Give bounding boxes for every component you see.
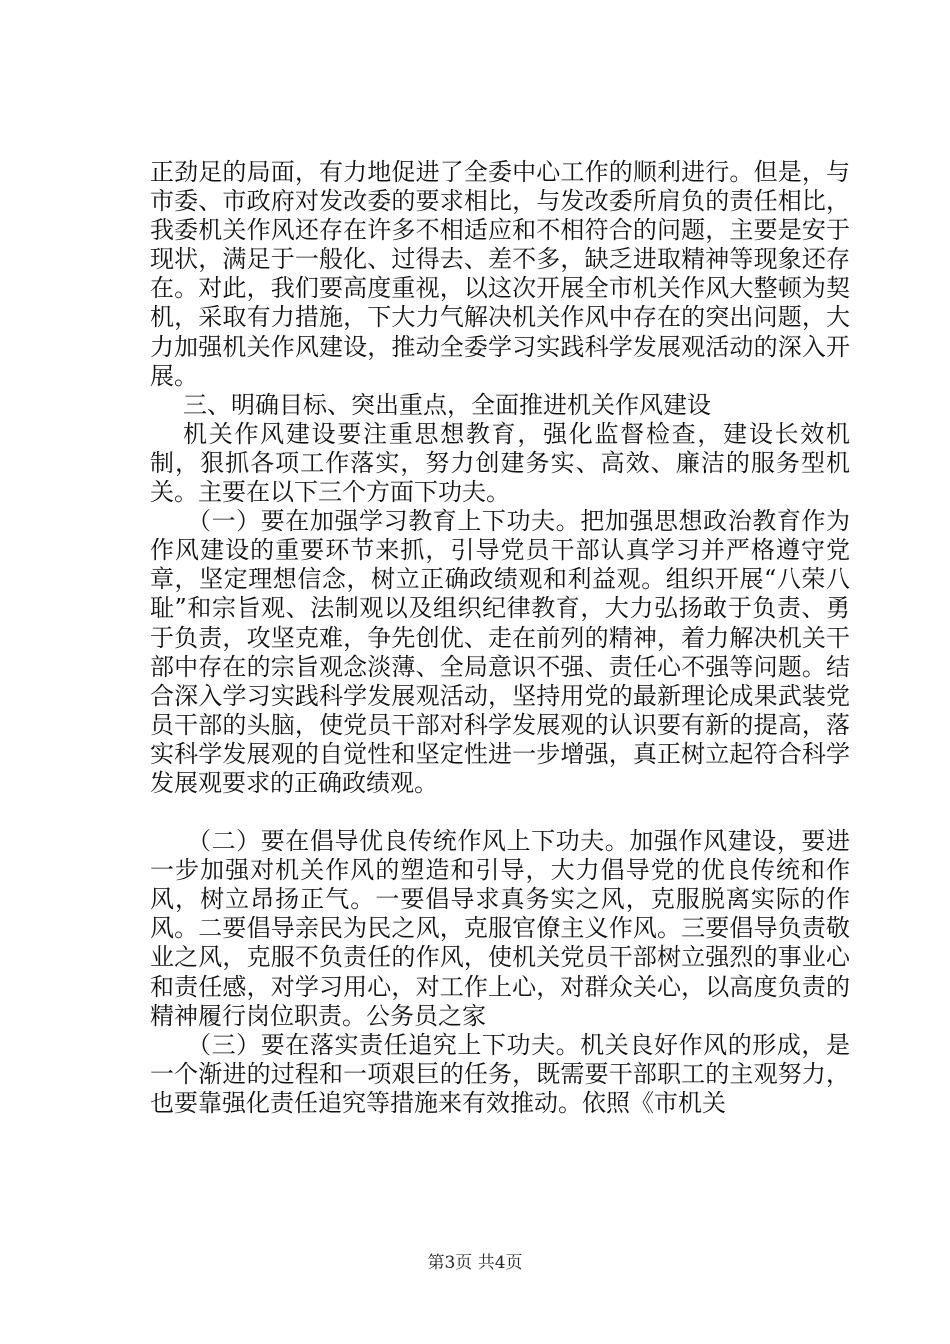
paragraph-intro: 机关作风建设要注重思想教育，强化监督检查，建设长效机制，狠抓各项工作落实，努力创建务实、高效、廉洁的服务型机关。主要在以下三个方面下功夫。 bbox=[150, 419, 850, 507]
paragraph-item-3: （三）要在落实责任追究上下功夫。机关良好作风的形成，是一个渐进的过程和一项艰巨的任务，既需要干部职工的主观努力，也要靠强化责任追究等措施来有效推动。依照《市机关 bbox=[150, 1030, 850, 1117]
page-number-footer: 第3页 共4页 bbox=[427, 1253, 523, 1273]
paragraph-item-2: （二）要在倡导优良传统作风上下功夫。加强作风建设，要进一步加强对机关作风的塑造和引导，大力倡导党的优良传统和作风，树立昂扬正气。一要倡导求真务实之风，克服脱离实际的作风。二要倡导亲民为民之风，克服官僚主义作风。三要倡导负责敬业之风，克服不负责任的作风，使机关党员干部树立强烈的事业心和责任感，对学习用心，对工作上心，对群众关心，以高度负责的精神履行岗位职责。公务员之家 bbox=[150, 827, 850, 1030]
paragraph-item-1: （一）要在加强学习教育上下功夫。把加强思想政治教育作为作风建设的重要环节来抓，引导党员干部认真学习并严格遵守党章，坚定理想信念，树立正确政绩观和利益观。组织开展“八荣八耻”和宗旨观、法制观以及组织纪律教育，大力弘扬敢于负责、勇于负责，攻坚克难，争先创优、走在前列的精神，着力解决机关干部中存在的宗旨观念淡薄、全局意识不强、责任心不强等问题。结合深入学习实践科学发展观活动，坚持用党的最新理论成果武装党员干部的头脑，使党员干部对科学发展观的认识要有新的提高，落实科学发展观的自觉性和坚定性进一步增强，真正树立起符合科学发展观要求的正确政绩观。 bbox=[150, 507, 850, 797]
paragraph-continuation: 正劲足的局面，有力地促进了全委中心工作的顺利进行。但是，与市委、市政府对发改委的要求相比，与发改委所肩负的责任相比，我委机关作风还存在许多不相适应和不相符合的问题，主要是安于现状，满足于一般化、过得去、差不多，缺乏进取精神等现象还存在。对此，我们要高度重视，以这次开展全市机关作风大整顿为契机，采取有力措施，下大力气解决机关作风中存在的突出问题，大力加强机关作风建设，推动全委学习实践科学发展观活动的深入开展。 bbox=[150, 158, 850, 390]
section-heading: 三、明确目标、突出重点，全面推进机关作风建设 bbox=[183, 390, 711, 419]
document-body bbox=[150, 158, 850, 1118]
